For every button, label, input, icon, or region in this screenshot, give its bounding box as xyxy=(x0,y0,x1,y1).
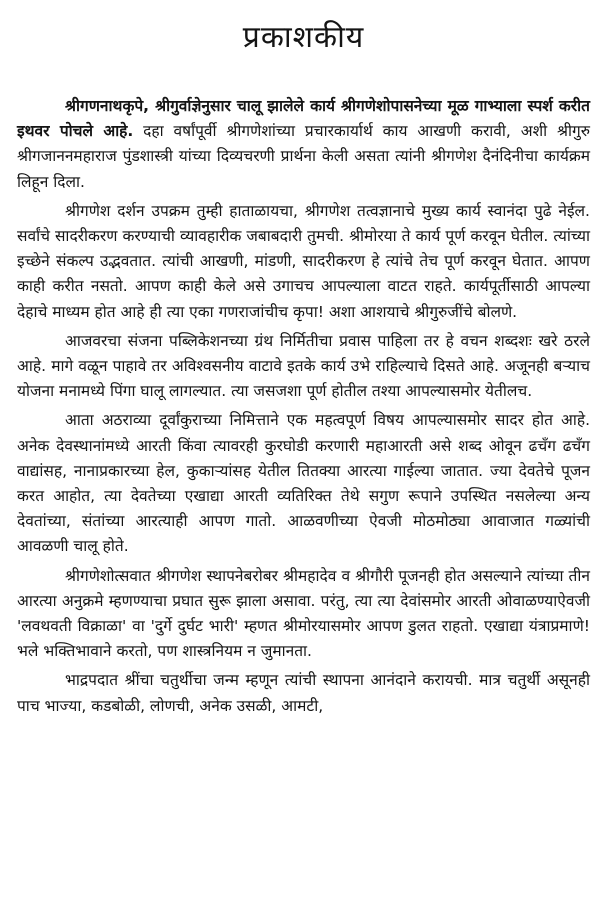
paragraph-1-bold-text: श्रीगणनाथकृपे, श्रीगुर्वाज्ञेनुसार चालू झालेले कार्य श्रीगणेशोपासनेच्या मूळ गाभ्याला स्पर्श करीत इथवर पोचले आहे. xyxy=(17,97,590,141)
paragraph-2-text: श्रीगणेश दर्शन उपक्रम तुम्ही हाताळायचा, श्रीगणेश तत्वज्ञानाचे मुख्य कार्य स्वानंदा पुढे नेईल. सर्वांचे सादरीकरण करण्याची व्यावहारीक जबाबदारी तुमची. श्रीमोरया ते कार्य पूर्ण करवून घेतील. त्यांच्या इच्छेने संकल्प उद्भवतात. त्यांची आखणी, मांडणी, सादरीकरण हे त्यांचे तेच पूर्ण करवून घेतात. आपण काही करीत नसतो. आपण काही केले असे उगाचच आपल्याला वाटत राहते. कार्यपूर्तीसाठी आपल्या देहाचे माध्यम होत आहे ही त्या एका गणराजांचीच कृपा! अशा आशयाचे श्रीगुरुजींचे बोलणे. xyxy=(17,201,590,321)
paragraph-4-text: आता अठराव्या दूर्वांकुराच्या निमित्ताने एक महत्वपूर्ण विषय आपल्यासमोर सादर होत आहे. अनेक देवस्थानांमध्ये आरती किंवा त्यावरही कुरघोडी करणारी महाआरती असे शब्द ओवून ढचँग ढचँग वाद्यांसह, नानाप्रकारच्या हेल, कुकाऱ्यांसह येतील तितक्या आरत्या गाईल्या जातात. ज्या देवतेचे पूजन करत आहोत, त्या देवतेच्या एखाद्या आरती व्यतिरिक्त तेथे सगुण रूपाने उपस्थित नसलेल्या अन्य देवतांच्या, संतांच्या आरत्याही आपण गातो. आळवणीच्या ऐवजी मोठमोठ्या आवाजात गळ्यांची आवळणी चालू होते. xyxy=(17,411,590,556)
paragraph-1-text: दहा वर्षांपूर्वी श्रीगणेशांच्या प्रचारकार्यार्थ काय आखणी करावी, अशी श्रीगुरु श्रीगजाननमहाराज पुंडशास्त्री यांच्या दिव्यचरणी प्रार्थना केली असता त्यांनी श्रीगणेश दैनंदिनीचा कार्यक्रम लिहून दिला. xyxy=(17,122,590,191)
paragraph-3 xyxy=(17,329,590,405)
paragraph-3-text: आजवरचा संजना पब्लिकेशनच्या ग्रंथ निर्मितीचा प्रवास पाहिला तर हे वचन शब्दशः खरे ठरले आहे. मागे वळून पाहावे तर अविश्वसनीय वाटावे इतके कार्य उभे राहिल्याचे दिसते आहे. अजूनही बऱ्याच योजना मनामध्ये पिंगा घालू लागल्यात. त्या जसजशा पूर्ण होतील तश्या आपल्यासमोर येतीलच. xyxy=(17,331,590,401)
paragraph-2 xyxy=(17,199,590,325)
paragraph-6-text: भाद्रपदात श्रींचा चतुर्थीचा जन्म म्हणून त्यांची स्थापना आनंदाने करायची. मात्र चतुर्थी असूनही पाच भाज्या, कडबोळी, लोणची, अनेक उसळी, आमटी, xyxy=(17,671,590,715)
paragraph-5 xyxy=(17,564,590,665)
paragraph-5-text: श्रीगणेशोत्सवात श्रीगणेश स्थापनेबरोबर श्रीमहादेव व श्रीगौरी पूजनही होत असल्याने त्यांच्या तीन आरत्या अनुक्रमे म्हणण्याचा प्रघात सुरू झाला असावा. परंतु, त्या त्या देवांसमोर आरती ओवाळण्याऐवजी 'लवथवती विक्राळा' वा 'दुर्गे दुर्घट भारी' म्हणत श्रीमोरयासमोर आपण डुलत राहतो. एखाद्या यंत्राप्रमाणे! भले भक्तिभावाने करतो, पण शास्त्रनियम न जुमानता. xyxy=(17,566,590,661)
paragraph-6 xyxy=(17,668,590,718)
paragraph-1 xyxy=(17,94,590,195)
page-title: प्रकाशकीय xyxy=(242,20,365,55)
paragraph-4 xyxy=(17,408,590,559)
